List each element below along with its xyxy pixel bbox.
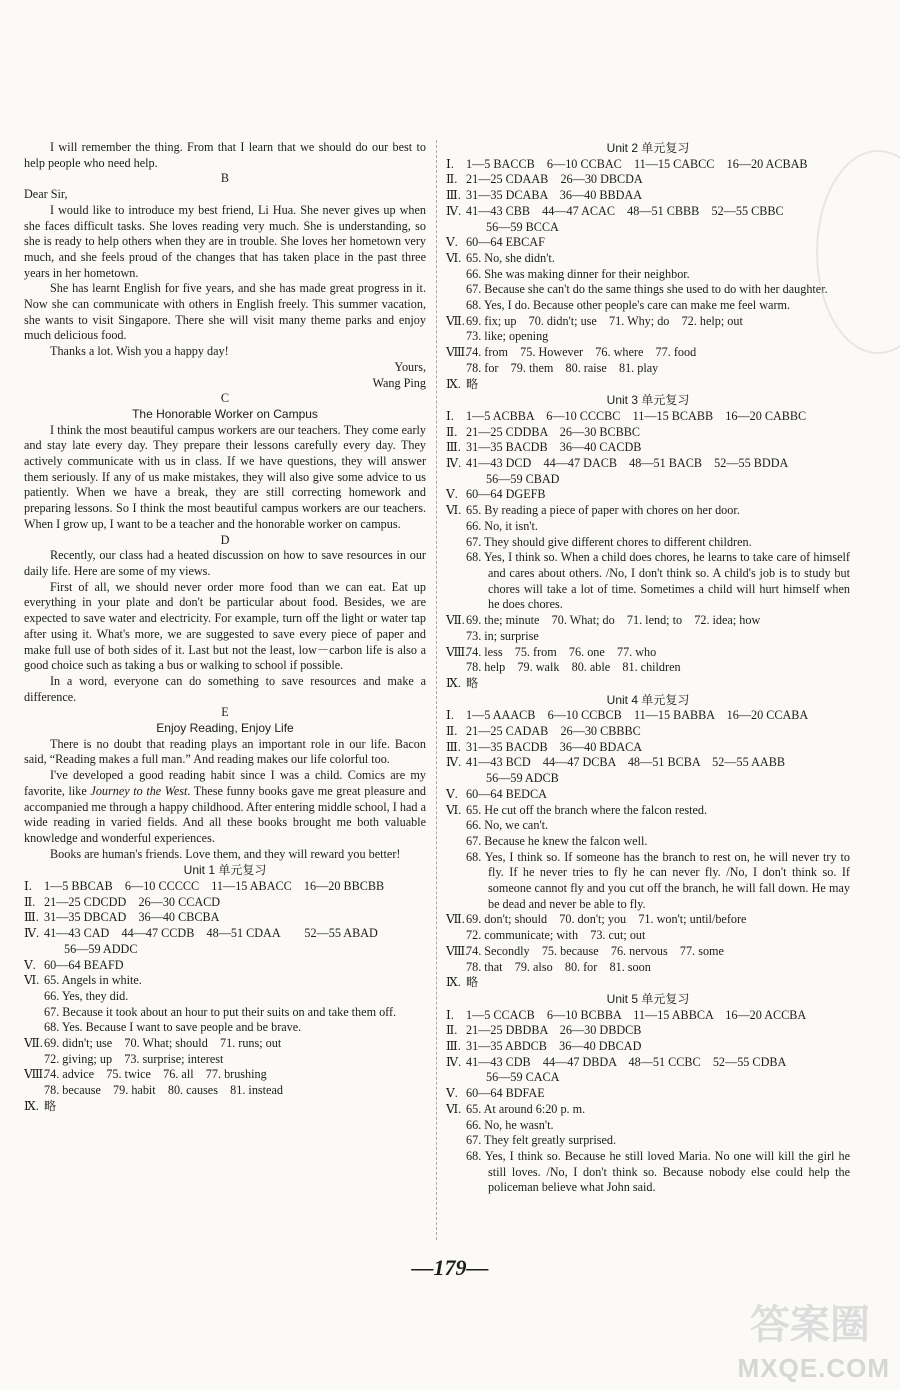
answer-text: 31—35 DBCAD 36—40 CBCBA <box>44 910 220 925</box>
section-numeral <box>24 1005 44 1021</box>
intro-paragraph: I will remember the thing. From that I learn that we should do our best to help people who need help. <box>24 140 426 170</box>
answer-row <box>446 1086 850 1102</box>
answer-row <box>446 975 850 991</box>
answer-text: 68. Yes, I do. Because other people's care can make me feel warm. <box>466 298 791 313</box>
answer-row <box>446 1070 850 1086</box>
paragraph: I've developed a good reading habit since I was a child. Comics are my favorite, like Journey to the West. These funny books gave me great pleasure and accompanied me through a happy childhood. After entering middle school, I had a wide reading in varied fields. And all these books brought me both valuable knowledge and wonderful experiences. <box>24 768 427 845</box>
section-numeral: Ⅶ. <box>24 1036 43 1051</box>
section-numeral: Ⅴ. <box>446 235 458 250</box>
answer-row <box>446 267 850 283</box>
answer-row <box>446 787 850 803</box>
answer-text: 65. Angels in white. <box>44 973 142 988</box>
paragraph: She has learnt English for five years, and she has made great progress in it. Now she can communicate with others in English freely. This summer vacation, she wants to visit Singapore. There she will visit many theme parks and enjoy much delicious food. <box>24 281 426 343</box>
section-numeral <box>446 771 466 787</box>
answer-text: 1—5 CCACB 6—10 BCBBA 11—15 ABBCA 16—20 ACCBA <box>466 1007 807 1022</box>
answer-text: 60—64 BDFAE <box>466 1086 545 1101</box>
answer-text: 31—35 DCABA 36—40 BBDAA <box>466 188 643 203</box>
answer-row <box>24 973 426 989</box>
answer-row <box>24 879 426 895</box>
section-numeral: Ⅸ. <box>24 1098 39 1113</box>
answer-row <box>24 895 426 911</box>
answer-text: 72. giving; up 73. surprise; interest <box>44 1051 224 1066</box>
section-numeral: Ⅵ. <box>446 802 462 817</box>
paragraph: Recently, our class had a heated discussion on how to save resources in our daily life. Here are some of my views. <box>24 548 426 578</box>
section-numeral <box>446 850 466 913</box>
answer-text: 68. Yes, I think so. If someone has the branch to rest on, he will never try to fly. If he never tries to fly he can never fly. /No, I don't think so. If someone cannot fly and you cut off the branch, he will fall down. He may be dead and never be able to fly. <box>466 849 850 911</box>
paragraph: I would like to introduce my best friend, Li Hua. She never gives up when she faces difficult tasks. She loves reading very much. She is understanding, so she is ready to help others when they are in trouble. She loves her hometown very much, and she feels proud of the changes that has taken place in the past three years in her hometown. <box>24 202 426 280</box>
unit-title: Unit 1 单元复习 <box>183 863 267 878</box>
paragraph: Thanks a lot. Wish you a happy day! <box>50 344 229 359</box>
section-e-label: E <box>221 705 229 720</box>
answer-text: 21—25 CDDBA 26—30 BCBBC <box>466 424 641 439</box>
page-number: —179— <box>411 1255 489 1280</box>
answer-row <box>446 803 850 819</box>
answer-row <box>446 282 850 298</box>
section-numeral: Ⅳ. <box>446 755 462 770</box>
section-numeral <box>446 298 466 314</box>
section-numeral <box>24 1052 44 1068</box>
answer-row <box>446 409 850 425</box>
answer-text: 74. less 75. from 76. one 77. who <box>466 644 657 659</box>
answer-row <box>446 487 850 503</box>
answer-text: 68. Yes, I think so. When a child does chores, he learns to take care of himself and cares about others. /No, I don't think so. A child's job is to study but chores will take a lot of time. Sometimes a child will hurt himself when he does chores. <box>466 550 850 612</box>
answer-row <box>446 660 850 676</box>
answer-row <box>24 1067 426 1083</box>
answer-row <box>24 989 426 1005</box>
answer-row <box>446 377 850 393</box>
answer-row <box>446 629 850 645</box>
answer-row <box>446 928 850 944</box>
answer-row <box>446 519 850 535</box>
answer-text: 73. in; surprise <box>466 628 539 643</box>
section-numeral: Ⅶ. <box>446 313 465 328</box>
answer-text: 68. Yes. Because I want to save people and be brave. <box>44 1020 302 1035</box>
section-numeral: Ⅳ. <box>24 926 40 941</box>
answer-text: 69. didn't; use 70. What; should 71. runs; out <box>44 1036 282 1051</box>
answer-row <box>446 1055 850 1071</box>
answer-row <box>24 926 426 942</box>
answer-row <box>446 834 850 850</box>
section-numeral <box>446 519 466 535</box>
answer-row <box>446 157 850 173</box>
letter-greeting: Dear Sir, <box>24 187 68 202</box>
answer-text: 41—43 BCD 44—47 DCBA 48—51 BCBA 52—55 AABB <box>466 755 785 770</box>
answer-text: 31—35 BACDB 36—40 CACDB <box>466 440 642 455</box>
unit-review-section <box>446 141 850 392</box>
section-numeral: Ⅱ. <box>24 894 36 909</box>
paragraph: First of all, we should never order more food than we can eat. Eat up everything in your plate and don't be particular about food. Besides, we are expected to save water and electricity. For example, turn off the light or water tap after using it. What's more, we are suggested to save every piece of paper and make full use of both sides of it. Last but not the least, low－carbon life is also a good choice such as taking a bus or walking to school if possible. <box>24 579 426 673</box>
answer-text: 41—43 DCD 44—47 DACB 48—51 BACB 52—55 BDDA <box>466 456 789 471</box>
column-divider <box>436 140 437 1240</box>
answer-row <box>446 676 850 692</box>
answer-row <box>446 440 850 456</box>
answer-text: 60—64 EBCAF <box>466 235 545 250</box>
section-numeral: Ⅰ. <box>24 879 32 894</box>
section-numeral: Ⅴ. <box>446 786 458 801</box>
answer-text: 56—59 CBAD <box>486 471 560 486</box>
unit-title: Unit 4 单元复习 <box>606 692 690 707</box>
answer-row <box>24 1005 426 1021</box>
answer-row <box>24 942 426 958</box>
unit-title: Unit 5 单元复习 <box>606 991 690 1006</box>
section-numeral <box>446 535 466 551</box>
answer-text: 67. Because he knew the falcon well. <box>466 833 648 848</box>
answer-text: 31—35 BACDB 36—40 BDACA <box>466 739 643 754</box>
essay-title: The Honorable Worker on Campus <box>132 406 318 421</box>
section-numeral: Ⅲ. <box>24 910 39 925</box>
answer-text: 56—59 ADCB <box>486 771 559 786</box>
letter-signature: Wang Ping <box>372 375 426 390</box>
section-c-label: C <box>220 391 230 406</box>
answer-text: 略 <box>466 675 479 690</box>
answer-row <box>446 850 850 913</box>
answer-row <box>446 329 850 345</box>
answer-row <box>24 1036 426 1052</box>
answer-text: 69. the; minute 70. What; do 71. lend; to 72. idea; how <box>466 613 761 628</box>
answer-row <box>446 220 850 236</box>
essay-title: Enjoy Reading, Enjoy Life <box>156 721 294 736</box>
answer-text: 21—25 CADAB 26—30 CBBBC <box>466 724 641 739</box>
answer-text: 略 <box>466 376 479 391</box>
answer-text: 67. They should give different chores to different children. <box>466 534 752 549</box>
answer-row <box>446 235 850 251</box>
answer-row <box>446 535 850 551</box>
section-numeral <box>24 1020 44 1036</box>
section-numeral <box>446 834 466 850</box>
section-numeral <box>24 989 44 1005</box>
answer-text: 1—5 ACBBA 6—10 CCCBC 11—15 BCABB 16—20 CABBC <box>466 408 807 423</box>
answer-row <box>446 172 850 188</box>
section-numeral <box>446 818 466 834</box>
answer-text: 67. Because it took about an hour to put their suits on and take them off. <box>44 1004 397 1019</box>
answer-row <box>446 345 850 361</box>
section-numeral <box>446 550 466 613</box>
answer-row <box>446 1008 850 1024</box>
answer-row <box>446 456 850 472</box>
paragraph: There is no doubt that reading plays an important role in our life. Bacon said, “Reading makes a full man.” And reading makes our life colorful too. <box>24 736 426 767</box>
answer-row <box>446 645 850 661</box>
answer-text: 1—5 BBCAB 6—10 CCCCC 11—15 ABACC 16—20 BBCBB <box>44 879 385 894</box>
answer-row <box>24 910 426 926</box>
answer-row <box>446 1149 850 1196</box>
answer-text: 65. No, she didn't. <box>466 250 555 265</box>
section-numeral: Ⅱ. <box>446 424 458 439</box>
answer-row <box>446 944 850 960</box>
section-numeral: Ⅵ. <box>24 973 40 988</box>
answer-row <box>24 958 426 974</box>
section-numeral <box>446 282 466 298</box>
section-numeral <box>446 660 466 676</box>
section-numeral: Ⅴ. <box>24 957 36 972</box>
section-numeral: Ⅱ. <box>446 172 458 187</box>
section-numeral: Ⅵ. <box>446 1101 462 1116</box>
section-numeral: Ⅷ. <box>446 943 469 958</box>
section-numeral: Ⅴ. <box>446 487 458 502</box>
unit-title: Unit 2 单元复习 <box>606 141 690 155</box>
answer-row <box>446 472 850 488</box>
answer-row <box>446 298 850 314</box>
answer-text: 66. No, it isn't. <box>466 518 538 533</box>
answer-text: 56—59 CACA <box>486 1070 560 1085</box>
answer-text: 66. She was making dinner for their neighbor. <box>466 266 690 281</box>
answer-text: 60—64 BEAFD <box>44 957 124 972</box>
answer-row <box>446 740 850 756</box>
answer-row <box>446 314 850 330</box>
right-column <box>446 140 850 1196</box>
section-numeral: Ⅷ. <box>446 644 469 659</box>
answer-row <box>446 361 850 377</box>
answer-text: 65. He cut off the branch where the falcon rested. <box>466 802 708 817</box>
unit-review-section <box>446 693 850 991</box>
answer-text: 74. from 75. However 76. where 77. food <box>466 345 697 360</box>
section-numeral: Ⅸ. <box>446 975 461 990</box>
unit-review-section <box>446 992 850 1196</box>
answer-text: 69. don't; should 70. don't; you 71. won't; until/before <box>466 912 747 927</box>
section-d-label: D <box>220 532 230 547</box>
answer-text: 66. No, he wasn't. <box>466 1117 554 1132</box>
answer-row <box>446 188 850 204</box>
section-numeral <box>24 1083 44 1099</box>
section-numeral: Ⅵ. <box>446 503 462 518</box>
answer-text: 60—64 DGEFB <box>466 487 546 502</box>
section-numeral: Ⅰ. <box>446 408 454 423</box>
paragraph: I think the most beautiful campus workers are our teachers. They come early and stay late every day. They prepare their lessons carefully every day. They actively communicate with us in class. If we have questions, they will answer them seriously. If any of us make mistakes, they will also give some advice to us patiently. When we have a break, they are still correcting homework and preparing lessons. So I think the most beautiful campus workers are our teachers. When I grow up, I want to be a teacher and the honorable worker on campus. <box>24 422 426 531</box>
answer-text: 74. advice 75. twice 76. all 77. brushing <box>44 1067 267 1082</box>
section-numeral <box>446 472 466 488</box>
unit-review-section <box>446 393 850 691</box>
answer-row <box>24 1083 426 1099</box>
answer-text: 67. Because she can't do the same things she used to do with her daughter. <box>466 282 828 297</box>
answer-text: 66. No, we can't. <box>466 818 549 833</box>
answer-text: 65. By reading a piece of paper with chores on her door. <box>466 503 740 518</box>
section-numeral: Ⅳ. <box>446 203 462 218</box>
section-numeral: Ⅷ. <box>446 345 469 360</box>
answer-text: 73. like; opening <box>466 329 549 344</box>
paragraph: Books are human's friends. Love them, and they will reward you better! <box>50 846 401 861</box>
answer-row <box>24 1020 426 1036</box>
answer-text: 21—25 CDCDD 26—30 CCACD <box>44 894 221 909</box>
section-numeral: Ⅲ. <box>446 440 461 455</box>
answer-text: 66. Yes, they did. <box>44 988 129 1003</box>
section-numeral <box>446 928 466 944</box>
section-numeral: Ⅳ. <box>446 1054 462 1069</box>
answer-row <box>24 1052 426 1068</box>
section-numeral: Ⅰ. <box>446 1007 454 1022</box>
answer-text: 65. At around 6:20 p. m. <box>466 1101 586 1116</box>
answer-row <box>446 1133 850 1149</box>
paragraph: In a word, everyone can do something to save resources and make a difference. <box>24 673 426 704</box>
answer-row <box>446 1102 850 1118</box>
section-numeral: Ⅶ. <box>446 613 465 628</box>
answer-text: 78. that 79. also 80. for 81. soon <box>466 959 651 974</box>
answer-row <box>446 425 850 441</box>
section-numeral: Ⅰ. <box>446 708 454 723</box>
answer-text: 1—5 AAACB 6—10 CCBCB 11—15 BABBA 16—20 CCABA <box>466 708 809 723</box>
answer-row <box>446 1039 850 1055</box>
left-column <box>24 140 426 1115</box>
answer-row <box>446 724 850 740</box>
section-numeral <box>446 329 466 345</box>
letter-closing: Yours, <box>394 359 426 374</box>
section-numeral: Ⅷ. <box>24 1067 47 1082</box>
answer-text: 略 <box>44 1098 57 1113</box>
answer-text: 69. fix; up 70. didn't; use 71. Why; do 72. help; out <box>466 313 743 328</box>
answer-row <box>446 1023 850 1039</box>
answer-row <box>446 251 850 267</box>
section-numeral <box>446 1149 466 1196</box>
section-numeral: Ⅰ. <box>446 156 454 171</box>
answer-row <box>446 771 850 787</box>
answer-text: 74. Secondly 75. because 76. nervous 77. some <box>466 943 724 958</box>
section-numeral <box>446 220 466 236</box>
section-numeral: Ⅴ. <box>446 1086 458 1101</box>
answer-row <box>446 550 850 613</box>
section-numeral: Ⅱ. <box>446 1023 458 1038</box>
answer-text: 略 <box>466 975 479 990</box>
answer-row <box>446 912 850 928</box>
section-numeral <box>24 942 44 958</box>
answer-text: 78. because 79. habit 80. causes 81. instead <box>44 1083 283 1098</box>
answer-row <box>446 503 850 519</box>
watermark-logo: 答案圈 <box>750 1302 870 1348</box>
unit-1-review <box>24 863 426 1114</box>
answer-text: 41—43 CAD 44—47 CCDB 48—51 CDAA 52—55 ABAD <box>44 926 378 941</box>
answer-text: 78. help 79. walk 80. able 81. children <box>466 660 681 675</box>
section-numeral: Ⅲ. <box>446 1039 461 1054</box>
section-numeral: Ⅸ. <box>446 675 461 690</box>
answer-text: 72. communicate; with 73. cut; out <box>466 928 646 943</box>
answer-text: 56—59 BCCA <box>486 219 559 234</box>
answer-row <box>446 613 850 629</box>
section-b-label: B <box>220 171 230 186</box>
answer-text: 60—64 BEDCA <box>466 786 547 801</box>
section-numeral <box>446 1133 466 1149</box>
answer-row <box>446 204 850 220</box>
section-numeral <box>446 267 466 283</box>
section-numeral <box>446 1070 466 1086</box>
answer-text: 41—43 CBB 44—47 ACAC 48—51 CBBB 52—55 CBBC <box>466 203 784 218</box>
answer-text: 21—25 CDAAB 26—30 DBCDA <box>466 172 643 187</box>
watermark-text: MXQE.COM <box>737 1353 890 1383</box>
answer-row <box>446 1118 850 1134</box>
answer-row <box>446 960 850 976</box>
section-numeral: Ⅳ. <box>446 456 462 471</box>
book-title: Journey to the West <box>90 783 188 798</box>
answer-text: 56—59 ADDC <box>64 941 138 956</box>
section-numeral: Ⅵ. <box>446 250 462 265</box>
section-numeral <box>446 1118 466 1134</box>
unit-title: Unit 3 单元复习 <box>606 393 690 408</box>
answer-text: 67. They felt greatly surprised. <box>466 1133 617 1148</box>
answer-text: 31—35 ABDCB 36—40 DBCAD <box>466 1039 642 1054</box>
section-numeral: Ⅲ. <box>446 188 461 203</box>
section-numeral: Ⅱ. <box>446 724 458 739</box>
section-numeral <box>446 960 466 976</box>
answer-text: 1—5 BACCB 6—10 CCBAC 11—15 CABCC 16—20 ACBAB <box>466 156 808 171</box>
answer-row <box>24 1099 426 1115</box>
answer-text: 41—43 CDB 44—47 DBDA 48—51 CCBC 52—55 CDBA <box>466 1054 787 1069</box>
answer-text: 21—25 DBDBA 26—30 DBDCB <box>466 1023 642 1038</box>
answer-text: 78. for 79. them 80. raise 81. play <box>466 360 659 375</box>
section-numeral: Ⅸ. <box>446 376 461 391</box>
answer-row <box>446 755 850 771</box>
section-numeral: Ⅲ. <box>446 739 461 754</box>
section-numeral <box>446 629 466 645</box>
answer-row <box>446 818 850 834</box>
answer-text: 68. Yes, I think so. Because he still loved Maria. No one will kill the girl he still loves. /No, I don't think so. Because nobody else could help the policeman believe what John said. <box>466 1149 850 1195</box>
answer-row <box>446 708 850 724</box>
section-numeral <box>446 361 466 377</box>
section-numeral: Ⅶ. <box>446 912 465 927</box>
